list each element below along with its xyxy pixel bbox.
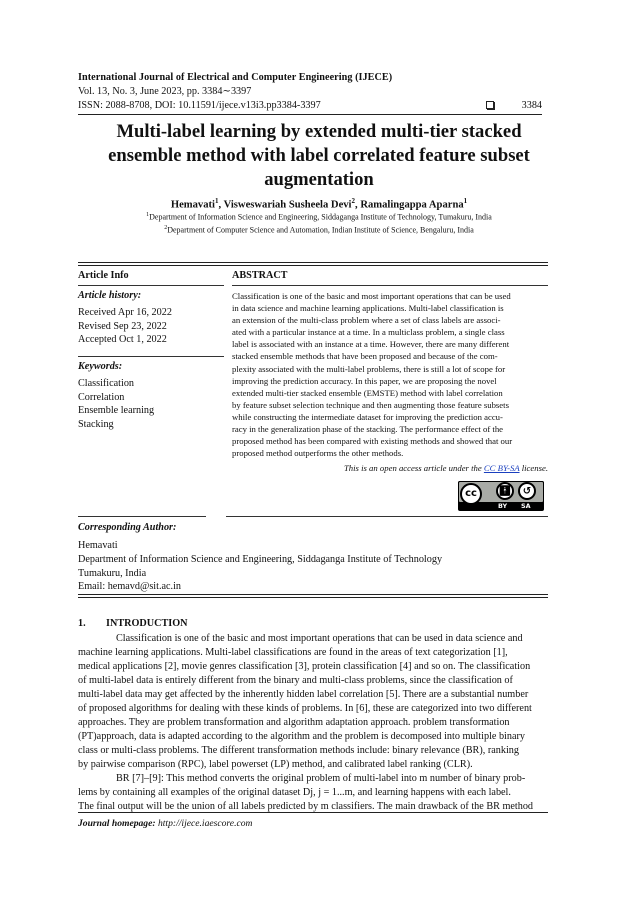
paper-title: Multi-label learning by extended multi-tier stacked ensemble method with label correlated feature subset augmentation: [108, 121, 530, 190]
badge-by-label: BY: [498, 502, 508, 510]
affiliation-sup: 2: [164, 225, 168, 231]
corresponding-heading: Corresponding Author:: [78, 522, 177, 533]
abstract-line: an extension of the multi-class problem where a set of class labels are associ-: [232, 315, 501, 326]
abstract-line: stacked ensemble methods that have been proposed and because of the com-: [232, 351, 498, 362]
abstract-line: racy in the generalization phase of the stacking. The performance effect of the: [232, 424, 504, 435]
abstract-line: while constructing the intermediate dataset for improving the prediction accu-: [232, 411, 503, 422]
badge-sa-label: SA: [521, 502, 531, 510]
history-item: Accepted Oct 1, 2022: [78, 334, 167, 346]
affiliation: [78, 212, 560, 222]
corresponding-name: Hemavati: [78, 540, 118, 551]
footer-label: Journal homepage:: [78, 818, 156, 829]
page-number: 3384: [521, 100, 542, 111]
history-heading: Article history:: [78, 290, 142, 301]
footer: [78, 818, 252, 829]
corr-divider-right: [226, 516, 548, 517]
open-access-prefix: This is an open access article under the: [343, 463, 484, 473]
abstract-line: plexity associated with the multi-label problems, there is still a lot of scope for: [232, 363, 506, 374]
abstract-line: ated with a particular instance at a time. In a multiclass problem, a single class: [232, 327, 505, 338]
body-line: BR [7]–[9]: This method converts the original problem of multi-label into m number of binary prob-: [116, 773, 526, 784]
license-link[interactable]: CC BY-SA: [483, 463, 520, 473]
body-line: The final output will be the union of all labels predicted by m classifiers. The main drawback of the BR method: [78, 801, 534, 812]
keyword-list: [78, 377, 154, 431]
author-name: Ramalingappa Aparna: [360, 199, 464, 211]
author-sup: 2: [351, 197, 356, 205]
body-line: by pairwise comparison (RPC), label powerset (LP) method, and calibrated label ranking (CLR).: [78, 759, 473, 770]
abstract-body: [232, 290, 548, 459]
body-line: class or multi-class problems. The different transformation methods include: binary relevance (BR), ranking: [78, 745, 519, 756]
affiliation: [78, 225, 560, 235]
square-icon: [486, 101, 494, 109]
body-line: lems by containing all examples of the original dataset Dj, j = 1...m, and learning happens with each label.: [78, 787, 511, 798]
cc-icon: cc: [460, 483, 482, 505]
keyword: Ensemble learning: [78, 405, 155, 417]
corresponding-email: Email: hemavd@sit.ac.in: [78, 581, 182, 593]
keyword: Stacking: [78, 418, 114, 430]
abstract-line: label is associated with an instance at a time. However, there are many different: [232, 339, 510, 350]
body-line: (PT)approach, data is adapted according to the algorithm and the problem is decomposed into multiple binary: [78, 731, 525, 742]
abstract-divider: [232, 285, 548, 286]
author-name: Visweswariah Susheela Devi: [223, 199, 352, 211]
abstract-line: in data science and machine learning applications. Multi-label classification is: [232, 303, 504, 314]
info-top-rule-2: [78, 265, 548, 266]
abstract-line: proposed method outperforms the other methods.: [232, 448, 404, 459]
author-sup: 1: [214, 197, 219, 205]
history-list: [78, 306, 172, 347]
info-bottom-rule: [78, 594, 548, 595]
body-line: approaches. They are problem transformation and algorithm adaptation approach. problem transformation: [78, 717, 510, 728]
author-list: Hemavati$^1$, Visweswariah Susheela Devi$^2$, Ramalingappa Aparna$^1$: [170, 197, 468, 211]
issn-line: [78, 100, 542, 111]
body-line: Classification is one of the basic and most important operations that can be used in data science and: [116, 633, 523, 644]
article-info-heading: Article Info: [78, 270, 129, 281]
history-item: Received Apr 16, 2022: [78, 307, 172, 318]
keywords-heading: Keywords:: [78, 361, 123, 372]
abstract-heading: ABSTRACT: [232, 270, 288, 281]
section-title: INTRODUCTION: [106, 618, 188, 629]
body-line: of multi-label data is entirely different from the binary and multi-class problems, since the classification of: [78, 675, 513, 686]
section-heading: [78, 618, 188, 629]
affiliation-text: Department of Computer Science and Automation, Indian Institute of Science, Bengaluru, India: [167, 225, 474, 235]
abstract-line: extended multi-tier stacked ensemble (EMSTE) method with label correlation: [232, 387, 503, 398]
issn-doi: ISSN: 2088-8708, DOI: 10.11591/ijece.v13i3.pp3384-3397: [78, 100, 321, 111]
author-sup: 1: [463, 197, 468, 205]
affiliation-text: Department of Information Science and Engineering, Siddaganga Institute of Technology, Tumakuru, India: [149, 212, 492, 222]
cc-by-sa-badge[interactable]: [458, 481, 544, 511]
journal-name: International Journal of Electrical and Computer Engineering (IJECE): [78, 72, 393, 83]
open-access-suffix: license.: [519, 463, 548, 473]
abstract-line: Classification is one of the basic and most important operations that can be used: [232, 291, 511, 301]
person-icon: 🚹︎: [496, 482, 514, 500]
header-rule: [78, 114, 542, 115]
keyword: Correlation: [78, 391, 125, 403]
corresponding-city: Tumakuru, India: [78, 567, 147, 579]
section-number: 1.: [78, 618, 86, 629]
history-item: Revised Sep 23, 2022: [78, 320, 167, 332]
intro-paragraph-2: [78, 772, 550, 814]
footer-rule: [78, 812, 548, 813]
info-divider: [78, 285, 224, 286]
abstract-line: by feature subset selection technique and then augmenting those feature subsets: [232, 399, 509, 410]
keyword: Classification: [78, 378, 135, 389]
info-divider: [78, 356, 224, 357]
affiliation-sup: 1: [146, 212, 150, 218]
corresponding-dept: Department of Information Science and Engineering, Siddaganga Institute of Technology: [78, 553, 443, 565]
abstract-line: improving the prediction accuracy. In this paper, we are proposing the novel: [232, 375, 497, 386]
body-line: of proposed algorithms for dealing with these kinds of problems. In [6], these are categorized into two different: [78, 703, 532, 714]
intro-paragraph-1: [78, 632, 550, 772]
journal-homepage-link[interactable]: http://ijece.iaescore.com: [157, 818, 253, 829]
body-line: multi-label data may get affected by the inherently hidden label correlation [5]. There are a substantial number: [78, 689, 529, 700]
abstract-line: proposed method has been compared with existing methods and showed that our: [232, 436, 513, 447]
body-line: machine learning applications. Multi-label classifications are found in the areas of text categorization [1],: [78, 647, 508, 658]
corr-divider: [78, 516, 206, 517]
author-name: Hemavati: [170, 199, 215, 211]
info-top-rule: [78, 262, 548, 263]
info-bottom-rule-2: [78, 597, 548, 598]
issue-line: Vol. 13, No. 3, June 2023, pp. 3384∼3397: [78, 86, 252, 97]
body-line: medical applications [2], movie genres classification [3], protein classification [4] and so on. The classification: [78, 661, 531, 672]
corresponding-block: [78, 539, 442, 594]
open-access-line: [344, 463, 548, 473]
share-alike-icon: ↺: [518, 482, 536, 500]
